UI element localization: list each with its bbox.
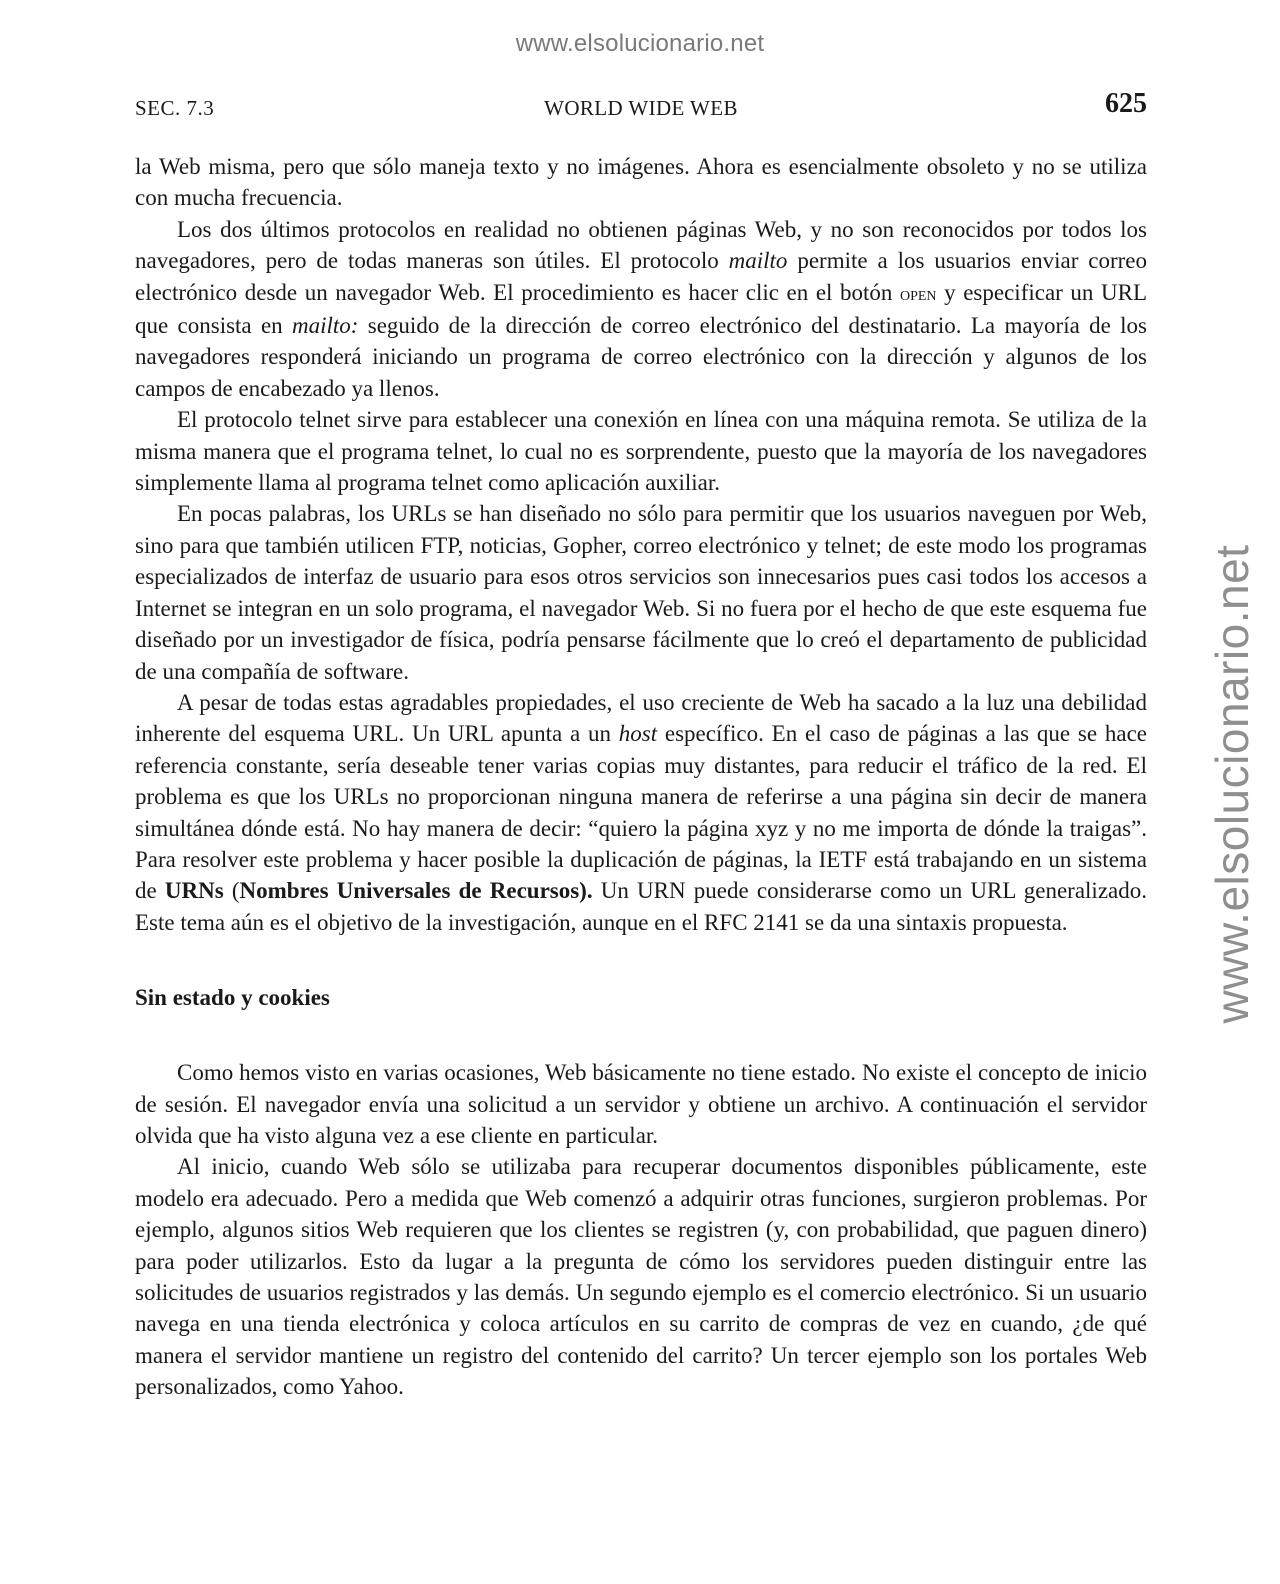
term-urns: URNs bbox=[164, 878, 224, 904]
term-mailto-colon: mailto: bbox=[292, 313, 359, 339]
term-mailto: mailto bbox=[728, 248, 788, 274]
text-run: seguido de la dirección de correo electrónico del destinatario. La mayoría de los navegadores responderá iniciando un programa de correo electrónico con la dirección y algunos de los campos de encabezado ya llenos. bbox=[135, 313, 1148, 401]
section-heading: Sin estado y cookies bbox=[135, 985, 330, 1011]
paragraph-text: Como hemos visto en varias ocasiones, Web básicamente no tiene estado. No existe el concepto de inicio de sesión. El navegador envía una solicitud a un servidor y obtiene un archivo. A continuación el servidor olvida que ha visto alguna vez a ese cliente en particular. bbox=[135, 1060, 1147, 1148]
paragraph-text: Al inicio, cuando Web sólo se utilizaba para recuperar documentos disponibles públicamente, este modelo era adecuado. Pero a medida que Web comenzó a adquirir otras funciones, surgieron problemas. Por ejemplo, algunos sitios Web requieren que los clientes se registren (y, con probabilidad, que paguen dinero) para poder utilizarlos. Esto da lugar a la pregunta de cómo los servidores pueden distinguir entre las solicitudes de usuarios registrados y las demás. Un segundo ejemplo es el comercio electrónico. Si un usuario navega en una tienda electrónica y coloca artículos en su carrito de compras de vez en cuando, ¿de qué manera el servidor mantiene un registro del contenido del carrito? Un tercer ejemplo son los portales Web personalizados, como Yahoo. bbox=[135, 1154, 1147, 1400]
paragraph-mailto bbox=[135, 214, 1147, 404]
text-run: Un URN puede considerarse como un URL generalizado. Este tema aún es el objetivo de la investigación, aunque en el RFC 2141 se da una sintaxis propuesta. bbox=[135, 878, 1147, 935]
text-run: ( bbox=[223, 878, 240, 904]
paragraph-text: En pocas palabras, los URLs se han diseñado no sólo para permitir que los usuarios naveguen por Web, sino para que también utilicen FTP, noticias, Gopher, correo electrónico y telnet; de este modo los programas especializados de interfaz de usuario para esos otros servicios son innecesarios pues casi todos los accesos a Internet se integran en un solo programa, el navegador Web. Si no fuera por el hecho de que este esquema fue diseñado por un investigador de física, podría pensarse fácilmente que lo creó el departamento de publicidad de una compañía de software. bbox=[135, 501, 1147, 684]
text-run: A pesar de todas estas agradables propiedades, el uso creciente de Web ha sacado a la luz una debilidad inherente del esquema URL. Un URL apunta a un bbox=[135, 689, 1147, 747]
button-name-open: open bbox=[899, 282, 937, 305]
page-body bbox=[135, 151, 1147, 1403]
paragraph-urn bbox=[135, 687, 1147, 938]
term-host: host bbox=[618, 721, 658, 747]
text-run: Los dos últimos protocolos en realidad no obtienen páginas Web, y no son reconocidos por todos los navegadores, pero de todas maneras son útiles. El protocolo bbox=[135, 216, 1147, 274]
heading-spacer bbox=[135, 1013, 1147, 1057]
paragraph-text: la Web misma, pero que sólo maneja texto y no imágenes. Ahora es esencialmente obsoleto y no se utiliza con mucha frecuencia. bbox=[135, 154, 1147, 211]
paragraph-cookies-motivation bbox=[135, 1151, 1147, 1402]
text-run: específico. En el caso de páginas a las que se hace referencia constante, sería deseable tener varias copias muy distantes, para reducir el tráfico de la red. El problema es que los URLs no proporcionan ninguna manera de referirse a una página sin decir de manera simultánea dónde está. No hay manera de decir: “quiero la página xyz y no me importa de dónde la traigas”. Para resolver este problema y hacer posible la duplicación de páginas, la IETF está trabajando en un sistema de bbox=[135, 721, 1147, 904]
paragraph-summary bbox=[135, 498, 1147, 686]
watermark-side: www.elsolucionario.net bbox=[1206, 544, 1258, 1024]
paragraph-continuation bbox=[135, 151, 1147, 214]
chapter-title: WORLD WIDE WEB bbox=[544, 96, 738, 120]
text-run: permite a los usuarios enviar correo electrónico desde un navegador Web. El procedimiento es hacer clic en el botón bbox=[135, 248, 1147, 305]
paragraph-telnet bbox=[135, 404, 1147, 498]
term-urn-definition: Nombres Universales de Recursos). bbox=[239, 878, 593, 904]
paragraph-stateless bbox=[135, 1057, 1147, 1151]
page-number: 625 bbox=[1105, 88, 1147, 119]
paragraph-text: El protocolo telnet sirve para establecer una conexión en línea con una máquina remota. Se utiliza de la misma manera que el programa telnet, lo cual no es sorprendente, puesto que la mayoría de los navegadores simplemente llama al programa telnet como aplicación auxiliar. bbox=[135, 407, 1147, 496]
section-number: SEC. 7.3 bbox=[135, 96, 215, 120]
text-run: y especificar un URL que consista en bbox=[135, 279, 1147, 339]
watermark-top: www.elsolucionario.net bbox=[515, 30, 765, 57]
running-head bbox=[135, 88, 1147, 128]
